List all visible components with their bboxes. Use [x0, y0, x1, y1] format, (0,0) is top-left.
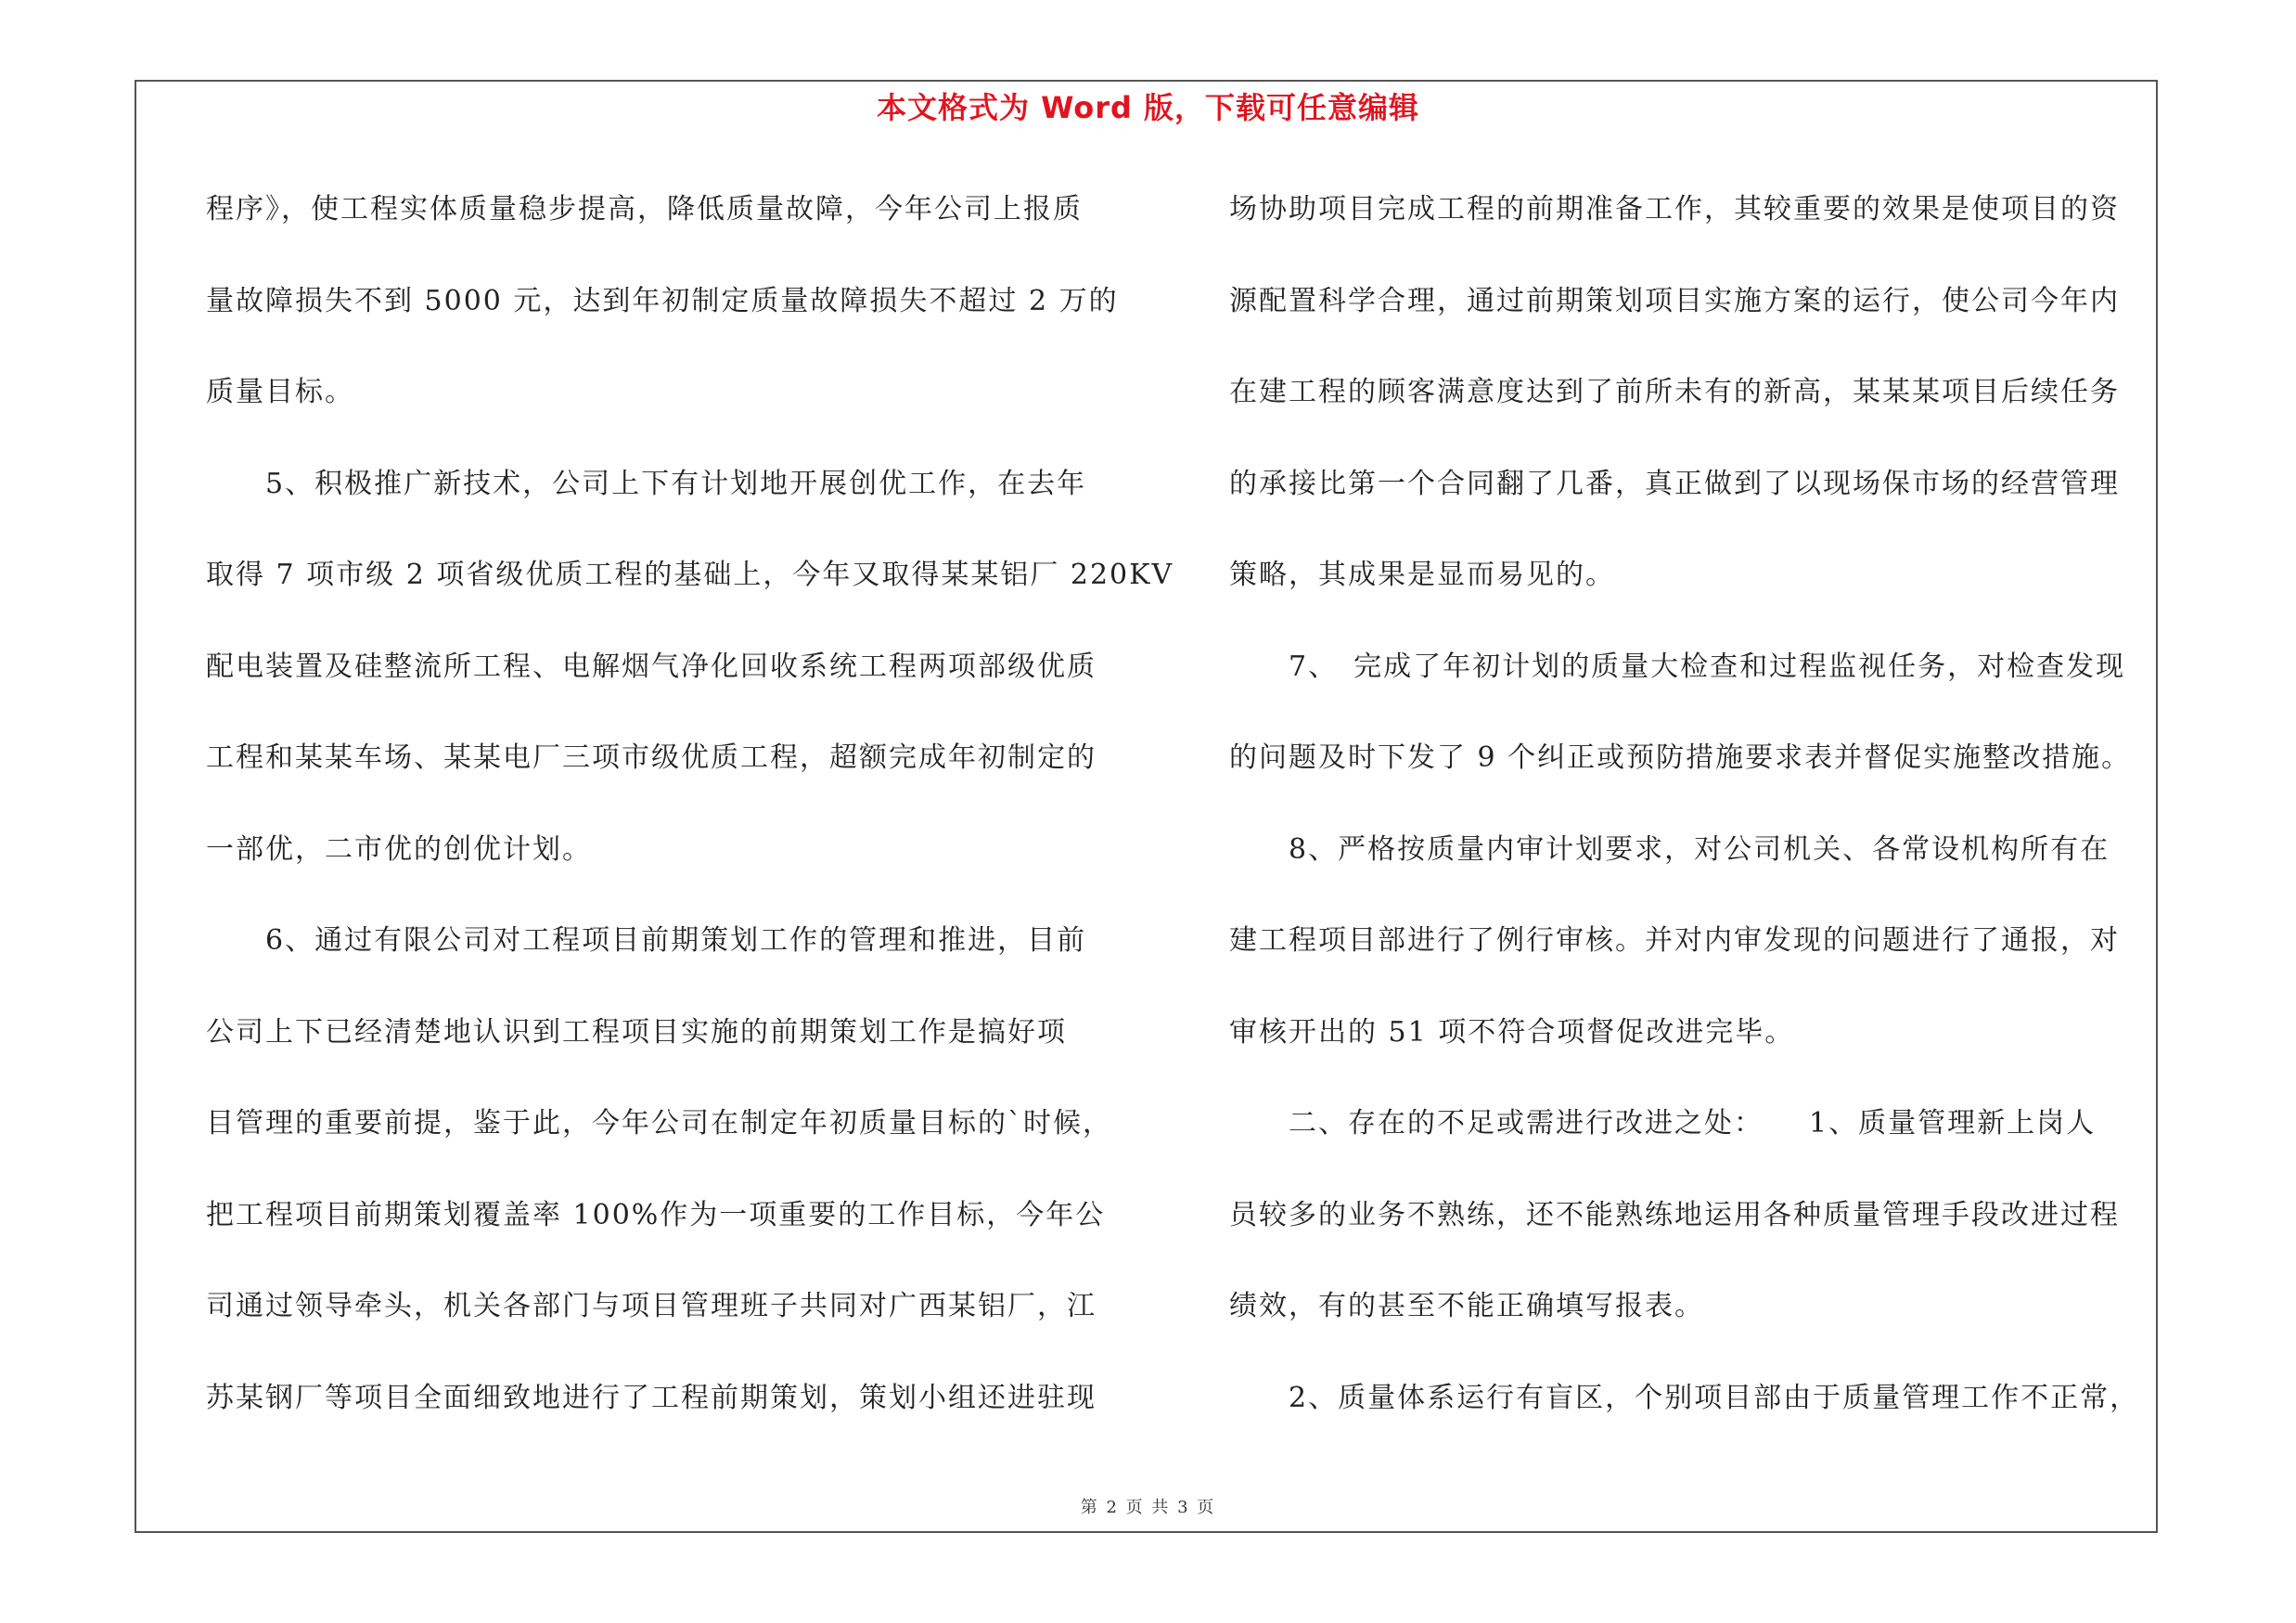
paragraph-line: 目管理的重要前提，鉴于此，今年公司在制定年初质量目标的`时候，: [206, 1107, 1112, 1140]
paragraph-line: 绩效，有的甚至不能正确填写报表。: [1229, 1290, 1704, 1322]
paragraph-line: 二、存在的不足或需进行改进之处： 1、质量管理新上岗人: [1229, 1107, 2097, 1140]
paragraph-line: 2、质量体系运行有盲区，个别项目部由于质量管理工作不正常，: [1229, 1381, 2140, 1414]
paragraph-line: 质量目标。: [206, 376, 354, 408]
page-number: 第 2 页 共 3 页: [1080, 1498, 1216, 1517]
paragraph-line: 8、严格按质量内审计划要求，对公司机关、各常设机构所有在: [1229, 832, 2110, 866]
paragraph-line: 在建工程的顾客满意度达到了前所未有的新高，某某某项目后续任务: [1229, 376, 2120, 408]
paragraph-line: 的问题及时下发了 9 个纠正或预防措施要求表并督促实施整改措施。: [1229, 741, 2132, 774]
paragraph-line: 的承接比第一个合同翻了几番，真正做到了以现场保市场的经营管理: [1229, 467, 2120, 500]
paragraph-line: 取得 7 项市级 2 项省级优质工程的基础上，今年又取得某某铝厂 220KV: [206, 559, 1174, 591]
paragraph-line: 源配置科学合理，通过前期策划项目实施方案的运行，使公司今年内: [1229, 284, 2120, 317]
paragraph-line: 审核开出的 51 项不符合项督促改进完毕。: [1229, 1015, 1795, 1049]
paragraph-line: 策略，其成果是显而易见的。: [1229, 559, 1615, 591]
header-banner: 本文格式为 Word 版，下载可任意编辑: [876, 90, 1420, 125]
paragraph-line: 5、积极推广新技术，公司上下有计划地开展创优工作，在去年: [206, 467, 1087, 500]
paragraph-line: 工程和某某车场、某某电厂三项市级优质工程，超额完成年初制定的: [206, 741, 1097, 774]
paragraph-line: 程序》，使工程实体质量稳步提高，降低质量故障，今年公司上报质: [206, 193, 1083, 225]
paragraph-line: 一部优，二市优的创优计划。: [206, 832, 592, 866]
paragraph-line: 6、通过有限公司对工程项目前期策划工作的管理和推进，目前: [206, 924, 1087, 957]
paragraph-line: 场协助项目完成工程的前期准备工作，其较重要的效果是使项目的资: [1229, 193, 2120, 225]
paragraph-line: 公司上下已经清楚地认识到工程项目实施的前期策划工作是搞好项: [206, 1015, 1067, 1049]
paragraph-line: 建工程项目部进行了例行审核。并对内审发现的问题进行了通报，对: [1229, 924, 2120, 957]
paragraph-line: 配电装置及硅整流所工程、电解烟气净化回收系统工程两项部级优质: [206, 650, 1097, 683]
paragraph-line: 苏某钢厂等项目全面细致地进行了工程前期策划，策划小组还进驻现: [206, 1381, 1097, 1414]
paragraph-line: 员较多的业务不熟练，还不能熟练地运用各种质量管理手段改进过程: [1229, 1198, 2120, 1231]
left-text-column: [206, 182, 1174, 1462]
paragraph-line: 7、 完成了年初计划的质量大检查和过程监视任务，对检查发现: [1229, 650, 2126, 683]
right-text-column: [1229, 182, 2166, 1462]
paragraph-line: 司通过领导牵头，机关各部门与项目管理班子共同对广西某铝厂，江: [206, 1290, 1097, 1322]
paragraph-line: 把工程项目前期策划覆盖率 100%作为一项重要的工作目标，今年公: [206, 1198, 1106, 1231]
paragraph-line: 量故障损失不到 5000 元，达到年初制定质量故障损失不超过 2 万的: [206, 284, 1119, 317]
